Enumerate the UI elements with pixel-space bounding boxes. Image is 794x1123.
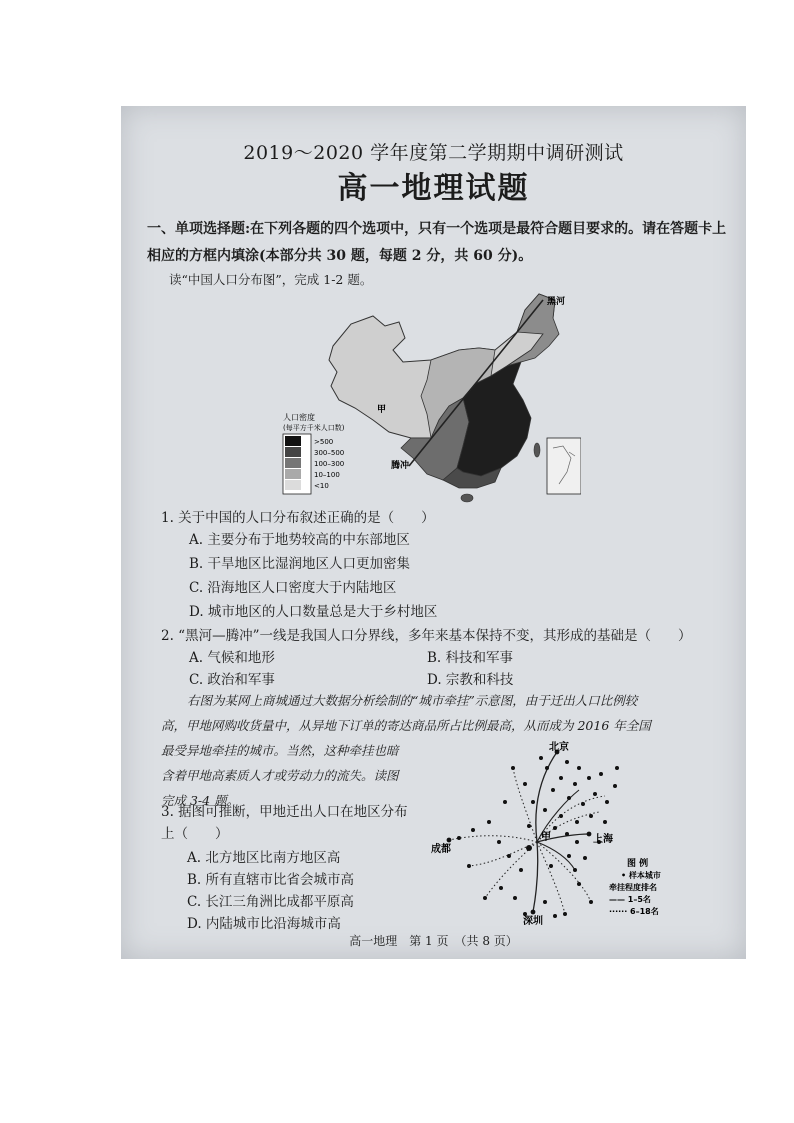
legend-label: 10–100 (314, 471, 340, 479)
label-heihe: 黑河 (547, 297, 566, 307)
question-3-option-b[interactable]: B. 所有直辖市比省会城市高 (187, 872, 355, 888)
label-jia: 甲 (541, 832, 551, 843)
label-jia: 甲 (377, 405, 387, 415)
question-1-option-a[interactable]: A. 主要分布于地势较高的中东部地区 (189, 532, 410, 548)
exam-sheet (121, 106, 746, 959)
passage-line-3: 最受异地牵挂的城市。当然，这种牵挂也暗 (161, 743, 399, 758)
label-tengchong: 腾冲 (391, 461, 410, 471)
legend-swatch (285, 436, 301, 446)
question-3-stem-line1: 3. 据图可推断，甲地迁出人口在地区分布 (161, 804, 408, 820)
legend-rank-dotted: ······ 6–18名 (609, 907, 659, 916)
page-footer: 高一地理 第 1 页 （共 8 页） (349, 934, 518, 948)
question-1-option-c[interactable]: C. 沿海地区人口密度大于内陆地区 (189, 580, 397, 596)
label-shenzhen: 深圳 (523, 916, 543, 927)
passage-line-5: 完成 3-4 题。 (161, 793, 240, 808)
exam-title: 2019～2020 学年度第二学期期中调研测试 (243, 142, 624, 164)
legend-label: 100–300 (314, 460, 345, 468)
passage-line-4: 含着甲地高素质人才或劳动力的流失。读图 (161, 768, 399, 783)
question-3-stem-line2: 上（ ） (161, 826, 229, 842)
passage-line-1: 右图为某网上商城通过大数据分析绘制的“城市牵挂”示意图，由于迁出人口比例较 (187, 693, 638, 708)
legend-swatch (285, 469, 301, 479)
passage-line-2: 高，甲地网购收货量中，从异地下订单的寄达商品所占比例最高，从而成为 2016 年全国 (161, 718, 651, 733)
legend-sample-line2: 牵挂程度排名 (609, 883, 657, 892)
label-chengdu: 成都 (431, 844, 451, 855)
label-shanghai: 上海 (593, 834, 613, 845)
question-1-stem: 1. 关于中国的人口分布叙述正确的是（ ） (161, 510, 435, 526)
question-2-option-d[interactable]: D. 宗教和科技 (427, 672, 514, 688)
legend-swatch (285, 458, 301, 468)
legend-label: 300–500 (314, 449, 345, 457)
section-instruction: 一、单项选择题:在下列各题的四个选项中，只有一个选项是最符合题目要求的。请在答题卡上相应的方框内填涂(本部分共 30 题，每题 2 分，共 60 分)。 (147, 221, 727, 264)
legend-title: 图 例 (627, 859, 649, 869)
question-2-option-a[interactable]: A. 气候和地形 (189, 650, 275, 666)
legend-title-line2: (每平方千米人口数) (283, 424, 345, 432)
legend-swatch (285, 480, 301, 490)
legend-rank-solid: —— 1–5名 (609, 895, 651, 904)
legend-label: >500 (314, 438, 334, 446)
legend-sample-line1: • 样本城市 (621, 871, 661, 880)
china-population-map (281, 288, 581, 510)
city-attachment-map (429, 738, 719, 928)
map1-legend (283, 412, 345, 494)
map2-legend (609, 857, 661, 916)
question-3-option-d[interactable]: D. 内陆城市比沿海城市高 (187, 916, 341, 932)
legend-title-line1: 人口密度 (283, 413, 315, 422)
question-1-option-b[interactable]: B. 干旱地区比湿润地区人口更加密集 (189, 556, 411, 572)
paper-title: 高一地理试题 (337, 171, 530, 206)
legend-swatch (285, 447, 301, 457)
question-2-option-c[interactable]: C. 政治和军事 (189, 672, 275, 688)
legend-label: <10 (314, 482, 329, 490)
question-3-option-c[interactable]: C. 长江三角洲比成都平原高 (187, 894, 354, 910)
label-beijing: 北京 (549, 742, 569, 753)
question-intro: 读“中国人口分布图”，完成 1-2 题。 (169, 272, 373, 287)
question-1-option-d[interactable]: D. 城市地区的人口数量总是大于乡村地区 (189, 604, 438, 620)
question-2-option-b[interactable]: B. 科技和军事 (427, 650, 514, 666)
question-3-option-a[interactable]: A. 北方地区比南方地区高 (187, 850, 341, 866)
question-2-stem: 2. “黑河—腾冲”一线是我国人口分界线，多年来基本保持不变，其形成的基础是（ ） (161, 628, 692, 644)
